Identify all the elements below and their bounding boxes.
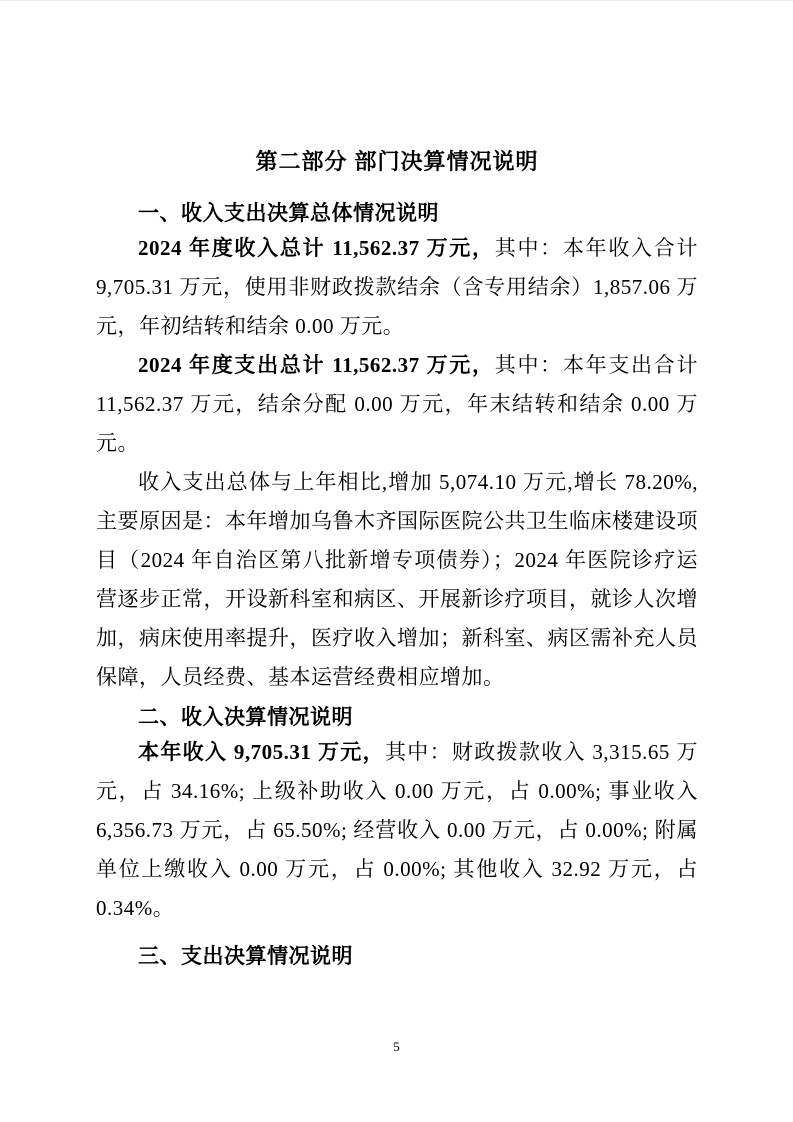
document-title: 第二部分 部门决算情况说明 bbox=[255, 149, 539, 174]
paragraph-text: 收入支出总体与上年相比,增加 5,074.10 万元,增长 78.20%,主要原因是：本年增加乌鲁木齐国际医院公共卫生临床楼建设项目（2024 年自治区第八批新增专项债券）；2024 年医院诊疗运营逐步正常，开设新科室和病区、开展新诊疗项目，就诊人次增加，病床使用率提升，医疗收入增加；新科室、病区需补充人员保障，人员经费、基本运营经费相应增加。 bbox=[96, 470, 698, 689]
paragraph-lead-bold: 2024 年度支出总计 11,562.37 万元， bbox=[138, 353, 495, 377]
paragraph-text: 其中：本年收入合计 9,705.31 万元，使用非财政拨款结余（含专用结余）1,857.06 万元，年初结转和结余 0.00 万元。 bbox=[96, 236, 698, 338]
paragraph-expense-total bbox=[96, 346, 698, 463]
paragraph-yearly-comparison bbox=[96, 463, 698, 697]
paragraph-lead-bold: 本年收入 9,705.31 万元， bbox=[138, 740, 385, 764]
paragraph-lead-bold: 2024 年度收入总计 11,562.37 万元， bbox=[138, 236, 495, 260]
paragraph-income-total bbox=[96, 229, 698, 346]
section-heading-overall-summary: 一、收入支出决算总体情况说明 bbox=[138, 202, 439, 225]
page-number: 5 bbox=[393, 1039, 400, 1054]
paragraph-text: 其中：本年支出合计 11,562.37 万元，结余分配 0.00 万元，年末结转和结余 0.00 万元。 bbox=[96, 353, 698, 455]
section-heading-expense-details: 三、支出决算情况说明 bbox=[138, 945, 353, 968]
paragraph-income-breakdown bbox=[96, 733, 698, 928]
paragraph-text: 其中：财政拨款收入 3,315.65 万元，占 34.16%; 上级补助收入 0.00 万元，占 0.00%; 事业收入 6,356.73 万元，占 65.50%; 经营收入 0.00 万元，占 0.00%; 附属单位上缴收入 0.00 万元，占 0.00%; 其他收入 32.92 万元，占 0.34%。 bbox=[96, 740, 699, 920]
section-heading-income-details: 二、收入决算情况说明 bbox=[138, 706, 353, 729]
document-body bbox=[96, 145, 698, 972]
